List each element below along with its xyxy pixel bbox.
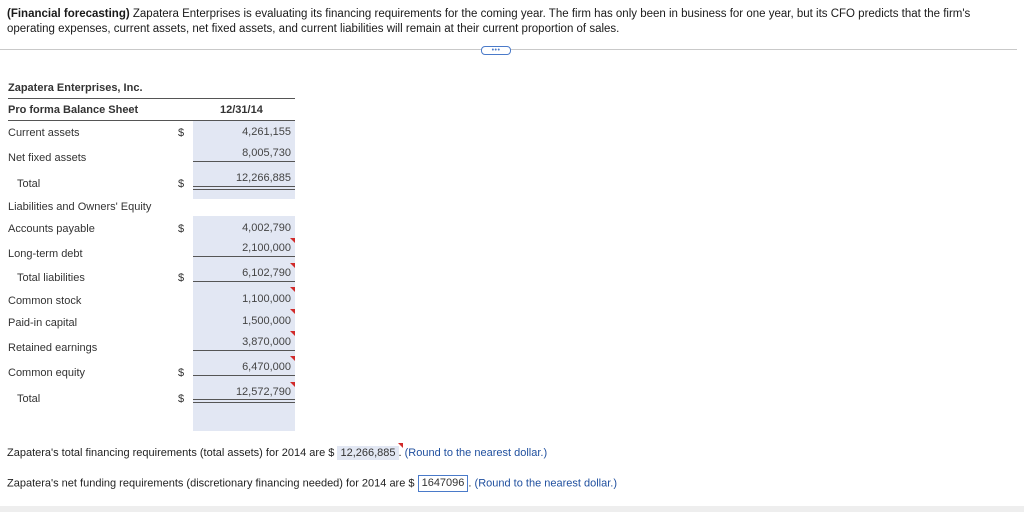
- long-term-debt-label: Long-term debt: [8, 248, 83, 260]
- answer-prefix: Zapatera's total financing requirements (total assets) for 2014 are $: [7, 447, 338, 459]
- subtotal-rule: [193, 161, 295, 162]
- retained-earnings-label: Retained earnings: [8, 342, 98, 354]
- answer-prefix: Zapatera's net funding requirements (discretionary financing needed) for 2014 are $: [7, 477, 418, 490]
- company-name: Zapatera Enterprises, Inc.: [8, 82, 143, 94]
- answer-total-financing: [7, 446, 547, 459]
- total-double-rule-top: [193, 186, 295, 187]
- marker-icon: [290, 356, 295, 361]
- problem-statement: [7, 7, 1012, 36]
- answer-net-funding: [7, 475, 617, 492]
- retained-earnings-value[interactable]: 3,870,000: [242, 336, 291, 348]
- accounts-payable-value: 4,002,790: [242, 222, 291, 234]
- dollar-sign: $: [178, 367, 185, 379]
- marker-icon: [290, 287, 295, 292]
- answer-suffix: .: [468, 477, 475, 490]
- net-fixed-assets-value: 8,005,730: [242, 147, 291, 159]
- total-double-rule-bottom: [193, 402, 295, 403]
- marker-icon: [290, 382, 295, 387]
- marker-icon: [290, 263, 295, 268]
- common-equity-label: Common equity: [8, 367, 86, 379]
- total-le-value[interactable]: 12,572,790: [235, 386, 291, 398]
- common-equity-value[interactable]: 6,470,000: [242, 361, 291, 373]
- dollar-sign: $: [178, 127, 185, 139]
- rounding-hint: (Round to the nearest dollar.): [404, 447, 548, 459]
- total-liabilities-label: Total liabilities: [17, 272, 85, 284]
- total-double-rule-top: [193, 399, 295, 400]
- more-button[interactable]: •••: [481, 46, 511, 55]
- problem-text: Zapatera Enterprises is evaluating its financing requirements for the coming year. The firm has only been in business for one year, but its CFO predicts that the firm's operating expenses, current assets, net fixed assets, and current liabilities will remain at their current proportion of sales.: [7, 8, 971, 35]
- answer-suffix: .: [398, 447, 405, 459]
- marker-icon: [290, 238, 295, 243]
- rounding-hint: (Round to the nearest dollar.): [474, 477, 618, 490]
- current-assets-value: 4,261,155: [242, 126, 291, 138]
- accounts-payable-label: Accounts payable: [8, 223, 95, 235]
- current-assets-label: Current assets: [8, 127, 80, 139]
- dollar-sign: $: [178, 178, 185, 190]
- paid-in-capital-label: Paid-in capital: [8, 317, 78, 329]
- dollar-sign: $: [178, 272, 185, 284]
- subtotal-rule: [193, 350, 295, 351]
- common-stock-label: Common stock: [8, 295, 82, 307]
- total-assets-label: Total: [17, 178, 41, 190]
- dollar-sign: $: [178, 393, 185, 405]
- marker-icon: [290, 309, 295, 314]
- marker-icon: [398, 443, 403, 448]
- dollar-sign: $: [178, 223, 185, 235]
- subtotal-rule: [193, 281, 295, 282]
- total-liabilities-value[interactable]: 6,102,790: [242, 267, 291, 279]
- total-le-label: Total: [17, 393, 41, 405]
- footer-bar: [0, 506, 1024, 512]
- common-stock-value[interactable]: 1,100,000: [242, 293, 291, 305]
- subtotal-rule: [193, 375, 295, 376]
- liabilities-equity-header: Liabilities and Owners' Equity: [8, 201, 152, 213]
- header-rule: [8, 98, 295, 99]
- paid-in-capital-value[interactable]: 1,500,000: [242, 315, 291, 327]
- problem-title: (Financial forecasting): [7, 8, 130, 20]
- net-fixed-assets-label: Net fixed assets: [8, 152, 87, 164]
- sheet-title: Pro forma Balance Sheet: [8, 104, 139, 116]
- total-financing-value[interactable]: 12,266,885: [337, 446, 398, 460]
- total-double-rule-bottom: [193, 189, 295, 190]
- net-funding-input[interactable]: 1647096: [418, 475, 469, 492]
- subtotal-rule: [193, 256, 295, 257]
- marker-icon: [290, 331, 295, 336]
- date-column-header: 12/31/14: [220, 104, 263, 116]
- long-term-debt-value[interactable]: 2,100,000: [242, 242, 291, 254]
- total-assets-value: 12,266,885: [235, 172, 291, 184]
